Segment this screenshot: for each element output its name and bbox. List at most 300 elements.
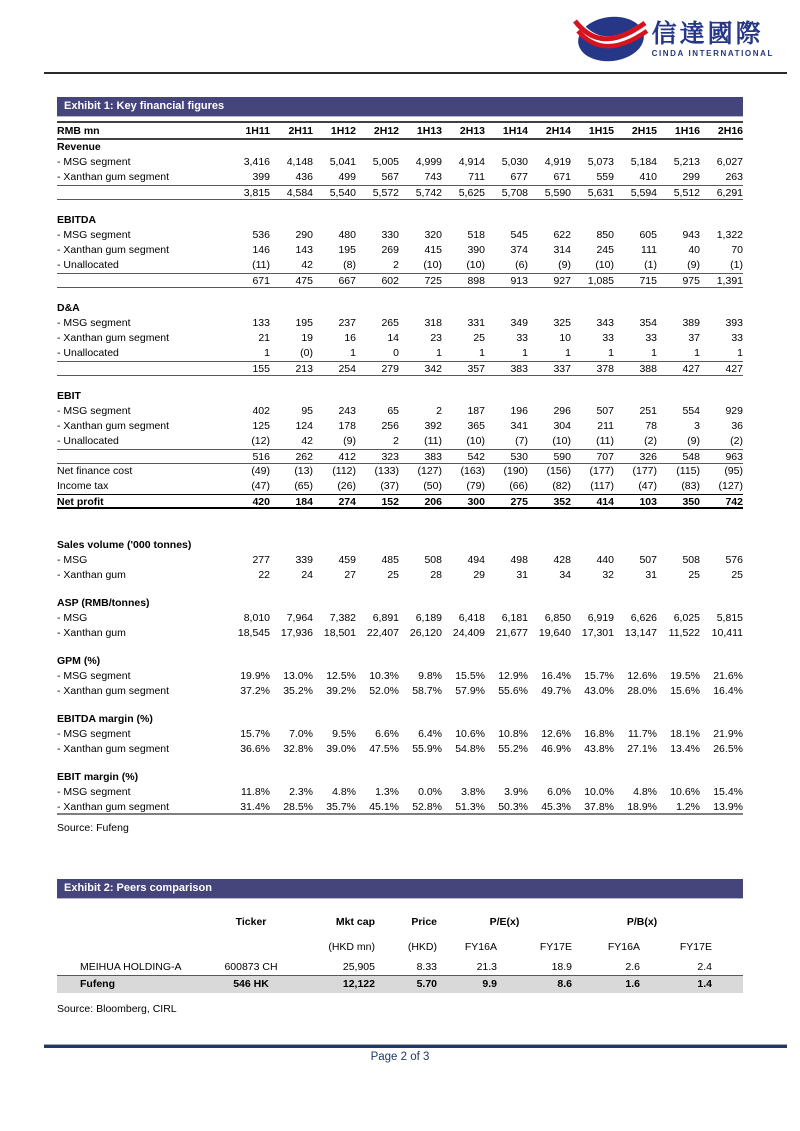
- period-column-header: 2H15: [631, 125, 657, 137]
- value-cell: 28.5%: [283, 801, 313, 813]
- table-row: [57, 404, 743, 419]
- value-cell: 6,919: [587, 612, 614, 624]
- value-cell: 542: [467, 451, 485, 463]
- value-cell: 1.2%: [676, 801, 700, 813]
- value-cell: 206: [424, 496, 442, 508]
- value-cell: 13.9%: [713, 801, 743, 813]
- peer-pe16: 9.9: [482, 978, 497, 990]
- value-cell: 31.4%: [240, 801, 270, 813]
- col-header-price: Price: [411, 916, 437, 928]
- value-cell: 7.0%: [289, 728, 313, 740]
- row-label: EBITDA margin (%): [57, 713, 153, 725]
- subheader-pb-fy16a: FY16A: [607, 941, 640, 953]
- value-cell: 4,999: [415, 156, 442, 168]
- value-cell: 365: [467, 420, 485, 432]
- value-cell: 57.9%: [455, 685, 485, 697]
- value-cell: 27.1%: [627, 743, 657, 755]
- row-label: - MSG segment: [57, 728, 131, 740]
- value-cell: 10: [559, 332, 571, 344]
- value-cell: (11): [424, 435, 442, 447]
- value-cell: 428: [553, 554, 571, 566]
- row-label: [57, 450, 227, 463]
- value-cell: 133: [252, 317, 270, 329]
- value-cell: 352: [553, 496, 571, 508]
- row-label: - Xanthan gum segment: [57, 801, 170, 813]
- value-cell: 559: [596, 171, 614, 183]
- value-cell: 11,522: [668, 627, 700, 639]
- value-cell: 508: [424, 554, 442, 566]
- value-cell: 898: [467, 275, 485, 287]
- value-cell: 342: [424, 363, 442, 375]
- value-cell: 389: [682, 317, 700, 329]
- period-column-header: 1H12: [330, 125, 356, 137]
- value-cell: 2: [436, 405, 442, 417]
- value-cell: (10): [423, 259, 442, 271]
- value-cell: 34: [559, 569, 571, 581]
- value-cell: 850: [596, 229, 614, 241]
- row-label: D&A: [57, 302, 80, 314]
- value-cell: (190): [503, 465, 528, 477]
- value-cell: 4,148: [286, 156, 313, 168]
- table-row: [57, 654, 743, 669]
- row-label: GPM (%): [57, 655, 101, 667]
- value-cell: 279: [381, 363, 399, 375]
- period-column-header: 2H12: [373, 125, 399, 137]
- value-cell: 43.8%: [584, 743, 614, 755]
- value-cell: (177): [632, 465, 657, 477]
- value-cell: 275: [510, 496, 528, 508]
- peer-mktcap: 25,905: [342, 961, 375, 973]
- peer-mktcap: 12,122: [342, 978, 375, 990]
- value-cell: 314: [553, 244, 571, 256]
- value-cell: 45.1%: [369, 801, 399, 813]
- table-row: [57, 434, 743, 449]
- row-label: - MSG: [57, 612, 88, 624]
- table-row: [57, 568, 743, 583]
- value-cell: 4,584: [286, 187, 313, 199]
- value-cell: 715: [639, 275, 657, 287]
- value-cell: 36.6%: [240, 743, 270, 755]
- value-cell: 146: [252, 244, 270, 256]
- value-cell: 6.4%: [418, 728, 442, 740]
- row-label: - MSG segment: [57, 229, 131, 241]
- table-row: [57, 742, 743, 757]
- value-cell: 5,213: [673, 156, 700, 168]
- value-cell: 3.9%: [504, 786, 528, 798]
- value-cell: 16.4%: [713, 685, 743, 697]
- value-cell: 9.8%: [418, 670, 442, 682]
- value-cell: 320: [424, 229, 442, 241]
- value-cell: 545: [510, 229, 528, 241]
- value-cell: 13.4%: [670, 743, 700, 755]
- value-cell: 11.8%: [241, 786, 270, 798]
- value-cell: (9): [343, 435, 356, 447]
- value-cell: (1): [730, 259, 743, 271]
- value-cell: 427: [682, 363, 700, 375]
- value-cell: 378: [596, 363, 614, 375]
- value-cell: 19,640: [538, 627, 571, 639]
- value-cell: 16.4%: [541, 670, 571, 682]
- peer-pb17: 2.4: [697, 961, 712, 973]
- value-cell: (26): [337, 480, 356, 492]
- header-divider: [44, 72, 787, 74]
- value-cell: 32: [602, 569, 614, 581]
- value-cell: 25: [473, 332, 485, 344]
- value-cell: 18.1%: [670, 728, 700, 740]
- table-row: [57, 538, 743, 553]
- value-cell: (95): [724, 465, 743, 477]
- value-cell: 45.3%: [541, 801, 571, 813]
- row-label: - Xanthan gum segment: [57, 171, 170, 183]
- row-label: Net profit: [57, 496, 104, 507]
- value-cell: 29: [473, 569, 485, 581]
- value-cell: 65: [387, 405, 399, 417]
- value-cell: 262: [295, 451, 313, 463]
- value-cell: 263: [725, 171, 743, 183]
- value-cell: 21.9%: [713, 728, 743, 740]
- value-cell: 15.5%: [455, 670, 485, 682]
- value-cell: 42: [301, 259, 313, 271]
- value-cell: (8): [343, 259, 356, 271]
- value-cell: 667: [338, 275, 356, 287]
- value-cell: 402: [252, 405, 270, 417]
- table-row: [57, 213, 743, 228]
- period-column-header: 1H11: [245, 125, 270, 137]
- value-cell: 33: [731, 332, 743, 344]
- value-cell: 963: [725, 451, 743, 463]
- value-cell: (47): [638, 480, 657, 492]
- value-cell: 975: [682, 275, 700, 287]
- value-cell: 254: [338, 363, 356, 375]
- value-cell: (117): [590, 480, 614, 492]
- row-label: - MSG segment: [57, 405, 131, 417]
- table-row: [57, 140, 743, 155]
- value-cell: (9): [687, 259, 700, 271]
- table-row: [57, 389, 743, 404]
- value-cell: 3,815: [243, 187, 270, 199]
- table-row: [57, 553, 743, 568]
- value-cell: 516: [252, 451, 270, 463]
- value-cell: 1: [436, 347, 442, 359]
- value-cell: 357: [467, 363, 485, 375]
- value-cell: 16: [344, 332, 356, 344]
- value-cell: 4.8%: [332, 786, 356, 798]
- value-cell: 19: [301, 332, 313, 344]
- value-cell: 677: [510, 171, 528, 183]
- value-cell: 5,073: [587, 156, 614, 168]
- value-cell: 31: [516, 569, 528, 581]
- row-label: - Unallocated: [57, 259, 119, 271]
- value-cell: 299: [682, 171, 700, 183]
- value-cell: 42: [301, 435, 313, 447]
- value-cell: 5,815: [716, 612, 743, 624]
- value-cell: 18.9%: [627, 801, 657, 813]
- table-row: [57, 800, 743, 815]
- subheader-pe-fy17e: FY17E: [539, 941, 572, 953]
- value-cell: 37: [688, 332, 700, 344]
- value-cell: 743: [424, 171, 442, 183]
- value-cell: 383: [424, 451, 442, 463]
- value-cell: 499: [338, 171, 356, 183]
- value-cell: 3: [694, 420, 700, 432]
- value-cell: 323: [381, 451, 399, 463]
- value-cell: 711: [468, 171, 485, 183]
- value-cell: 35.7%: [326, 801, 356, 813]
- value-cell: 390: [467, 244, 485, 256]
- value-cell: 23: [430, 332, 442, 344]
- value-cell: 337: [553, 363, 571, 375]
- value-cell: (0): [300, 347, 313, 359]
- col-header-pb: P/B(x): [626, 916, 658, 928]
- value-cell: (177): [589, 465, 614, 477]
- value-cell: 742: [725, 496, 743, 508]
- value-cell: 6,418: [458, 612, 485, 624]
- value-cell: 943: [682, 229, 700, 241]
- value-cell: 5,742: [415, 187, 442, 199]
- table-row: [57, 669, 743, 684]
- value-cell: 12.6%: [541, 728, 571, 740]
- value-cell: 548: [682, 451, 700, 463]
- table-row: [57, 273, 743, 288]
- value-cell: 343: [596, 317, 614, 329]
- value-cell: 590: [553, 451, 571, 463]
- value-cell: 237: [338, 317, 356, 329]
- value-cell: 31: [645, 569, 657, 581]
- value-cell: 95: [301, 405, 313, 417]
- row-label: - Xanthan gum segment: [57, 743, 170, 755]
- value-cell: 13,147: [624, 627, 657, 639]
- table-row: [57, 449, 743, 464]
- value-cell: (10): [595, 259, 614, 271]
- value-cell: 6,850: [544, 612, 571, 624]
- value-cell: (13): [294, 465, 313, 477]
- value-cell: 349: [510, 317, 528, 329]
- value-cell: 6,891: [372, 612, 399, 624]
- peer-ticker: 546 HK: [233, 978, 269, 990]
- value-cell: 33: [602, 332, 614, 344]
- value-cell: 420: [252, 496, 270, 508]
- value-cell: 24: [301, 569, 313, 581]
- table-row: [57, 770, 743, 785]
- value-cell: 19.9%: [240, 670, 270, 682]
- value-cell: 7,964: [286, 612, 313, 624]
- value-cell: (11): [596, 435, 614, 447]
- value-cell: (133): [374, 465, 399, 477]
- exhibit2-subheader-row: [57, 939, 743, 956]
- company-logo: [574, 12, 774, 66]
- value-cell: 350: [682, 496, 700, 508]
- peer-pe17: 8.6: [557, 978, 572, 990]
- value-cell: 21: [258, 332, 270, 344]
- period-column-header: 1H13: [416, 125, 442, 137]
- table-row: [57, 684, 743, 699]
- value-cell: 576: [725, 554, 743, 566]
- table-spacer: [57, 376, 743, 389]
- table-row: [57, 785, 743, 800]
- row-label: - MSG segment: [57, 786, 131, 798]
- value-cell: 5,005: [372, 156, 399, 168]
- value-cell: 33: [645, 332, 657, 344]
- table-spacer: [57, 699, 743, 712]
- value-cell: 339: [295, 554, 313, 566]
- value-cell: 1: [737, 347, 743, 359]
- value-cell: 25: [387, 569, 399, 581]
- table-row: [57, 155, 743, 170]
- value-cell: 290: [295, 229, 313, 241]
- value-cell: 39.0%: [326, 743, 356, 755]
- value-cell: 304: [553, 420, 571, 432]
- value-cell: 475: [295, 275, 313, 287]
- value-cell: 2: [393, 259, 399, 271]
- table-row: [57, 185, 743, 200]
- value-cell: 1,322: [716, 229, 743, 241]
- value-cell: (163): [460, 465, 485, 477]
- value-cell: 1: [608, 347, 614, 359]
- value-cell: 480: [338, 229, 356, 241]
- exhibit2-header-row: [57, 914, 743, 931]
- table-spacer: [57, 757, 743, 770]
- value-cell: 2: [393, 435, 399, 447]
- value-cell: 13.0%: [283, 670, 313, 682]
- exhibit1-title-bar: [57, 97, 743, 116]
- value-cell: (9): [558, 259, 571, 271]
- row-label: Income tax: [57, 480, 109, 492]
- value-cell: 15.6%: [670, 685, 700, 697]
- value-cell: 5,625: [458, 187, 485, 199]
- row-label: - MSG segment: [57, 156, 131, 168]
- table-spacer: [57, 641, 743, 654]
- value-cell: 33: [516, 332, 528, 344]
- exhibit2-source: Source: Bloomberg, CIRL: [57, 1003, 177, 1015]
- peer-ticker: 600873 CH: [224, 961, 278, 973]
- value-cell: 383: [510, 363, 528, 375]
- value-cell: 2.3%: [289, 786, 313, 798]
- value-cell: 8,010: [243, 612, 270, 624]
- value-cell: 49.7%: [541, 685, 571, 697]
- value-cell: 111: [641, 244, 657, 256]
- value-cell: 52.8%: [412, 801, 442, 813]
- value-cell: (9): [687, 435, 700, 447]
- value-cell: 274: [338, 496, 356, 508]
- value-cell: (112): [332, 465, 356, 477]
- value-cell: 195: [338, 244, 356, 256]
- subheader-pe-fy16a: FY16A: [464, 941, 497, 953]
- value-cell: 459: [338, 554, 356, 566]
- value-cell: (50): [423, 480, 442, 492]
- value-cell: 12.6%: [627, 670, 657, 682]
- value-cell: 196: [510, 405, 528, 417]
- value-cell: 70: [731, 244, 743, 256]
- value-cell: 498: [510, 554, 528, 566]
- value-cell: 388: [639, 363, 657, 375]
- value-cell: 331: [467, 317, 485, 329]
- value-cell: 1: [479, 347, 485, 359]
- value-cell: 0: [393, 347, 399, 359]
- value-cell: 10.8%: [498, 728, 528, 740]
- value-cell: 5,594: [630, 187, 657, 199]
- row-label: - Unallocated: [57, 347, 119, 359]
- value-cell: 58.7%: [412, 685, 442, 697]
- page-body: [57, 97, 743, 1015]
- value-cell: 10.3%: [369, 670, 399, 682]
- period-column-header: 2H13: [459, 125, 485, 137]
- value-cell: 929: [725, 405, 743, 417]
- value-cell: 187: [467, 405, 485, 417]
- value-cell: 28: [430, 569, 442, 581]
- row-label: [57, 362, 227, 375]
- value-cell: 1.3%: [375, 786, 399, 798]
- row-label: EBITDA: [57, 214, 97, 226]
- value-cell: 155: [252, 363, 270, 375]
- row-label: - MSG: [57, 554, 88, 566]
- value-cell: 5,572: [372, 187, 399, 199]
- row-label: - Unallocated: [57, 435, 119, 447]
- row-label: - MSG segment: [57, 670, 131, 682]
- value-cell: 536: [252, 229, 270, 241]
- value-cell: (10): [552, 435, 571, 447]
- row-label: - Xanthan gum segment: [57, 332, 170, 344]
- row-label: EBIT: [57, 390, 81, 402]
- value-cell: 152: [381, 496, 399, 508]
- value-cell: 1: [350, 347, 356, 359]
- value-cell: (79): [466, 480, 485, 492]
- row-label: [57, 186, 227, 199]
- table-row: [57, 228, 743, 243]
- value-cell: 15.7%: [240, 728, 270, 740]
- exhibit1-source: Source: Fufeng: [57, 822, 129, 834]
- value-cell: 414: [596, 496, 614, 508]
- value-cell: 5,540: [329, 187, 356, 199]
- logo-en-text: CINDA INTERNATIONAL: [651, 49, 774, 58]
- table-row: [57, 316, 743, 331]
- row-label: - MSG segment: [57, 317, 131, 329]
- value-cell: 602: [381, 275, 399, 287]
- subheader-price-unit: (HKD): [407, 941, 437, 953]
- row-label: EBIT margin (%): [57, 771, 139, 783]
- value-cell: 671: [252, 275, 270, 287]
- period-column-header: 2H14: [545, 125, 571, 137]
- value-cell: 37.2%: [240, 685, 270, 697]
- value-cell: 6,025: [673, 612, 700, 624]
- period-column-header: 2H11: [288, 125, 313, 137]
- value-cell: (1): [644, 259, 657, 271]
- value-cell: 22,407: [366, 627, 399, 639]
- value-cell: 0.0%: [418, 786, 442, 798]
- value-cell: 1,391: [716, 275, 743, 287]
- value-cell: 10,411: [711, 627, 743, 639]
- value-cell: 40: [688, 244, 700, 256]
- value-cell: 1: [522, 347, 528, 359]
- row-label: - Xanthan gum segment: [57, 420, 170, 432]
- value-cell: 622: [553, 229, 571, 241]
- value-cell: 11.7%: [628, 728, 657, 740]
- value-cell: 35.2%: [283, 685, 313, 697]
- value-cell: 143: [295, 244, 313, 256]
- value-cell: 15.7%: [584, 670, 614, 682]
- value-cell: 5,631: [587, 187, 614, 199]
- value-cell: 51.3%: [455, 801, 485, 813]
- value-cell: 326: [639, 451, 657, 463]
- value-cell: (156): [546, 465, 571, 477]
- table-row: [57, 331, 743, 346]
- period-column-header: 2H16: [717, 125, 743, 137]
- exhibit2-title-bar: [57, 879, 743, 898]
- value-cell: (2): [730, 435, 743, 447]
- value-cell: 5,030: [501, 156, 528, 168]
- value-cell: 17,936: [280, 627, 313, 639]
- logo-cn-text: 信達國際: [651, 19, 764, 48]
- value-cell: 485: [381, 554, 399, 566]
